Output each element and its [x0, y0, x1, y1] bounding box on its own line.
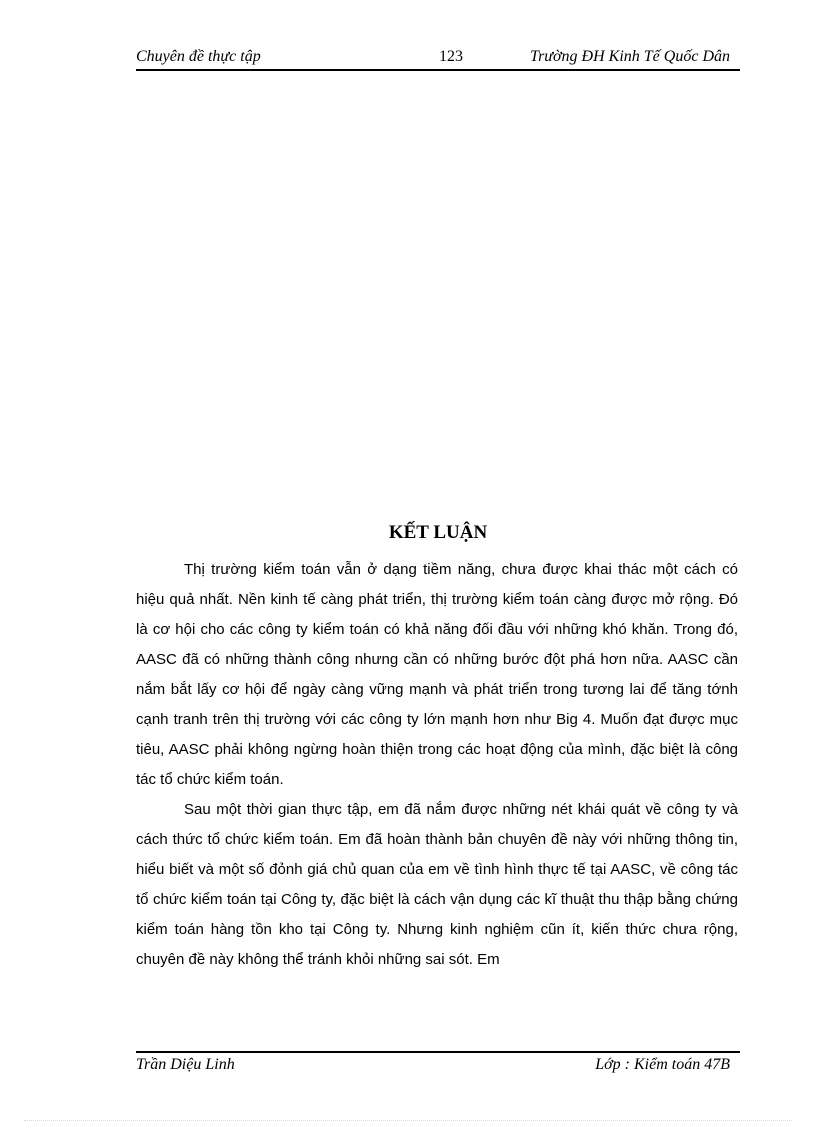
page-header: [136, 46, 740, 68]
header-page-number: 123: [439, 48, 463, 65]
footer-divider: [136, 1051, 740, 1053]
header-university: Trường ĐH Kinh Tế Quốc Dân: [530, 48, 730, 65]
header-document-type: Chuyên đề thực tập: [136, 48, 261, 65]
footer-class: Lớp : Kiểm toán 47B: [595, 1056, 730, 1073]
section-title: KẾT LUẬN: [388, 522, 488, 543]
body-text: [136, 555, 738, 975]
paragraph: Thị trường kiểm toán vẫn ở dạng tiềm năng, chưa được khai thác một cách có hiệu quả nhất. Nền kinh tế càng phát triển, thị trường kiểm toán càng được mở rộng. Đó là cơ hội cho các công ty kiểm toán có khả năng đối đầu với những khó khăn. Trong đó, AASC đã có những thành công nhưng cần có những bước đột phá hơn nữa. AASC cần nắm bắt lấy cơ hội để ngày càng vững mạnh và phát triển trong tương lai để tăng tớnh cạnh tranh trên thị trường với các công ty lớn mạnh hơn như Big 4. Muốn đạt được mục tiêu, AASC phải không ngừng hoàn thiện trong các hoạt động của mình, đặc biệt là công tác tổ chức kiểm toán.: [136, 561, 738, 788]
header-divider: [136, 69, 740, 71]
footer-author: Trần Diệu Linh: [136, 1056, 235, 1073]
paragraph: Sau một thời gian thực tập, em đã nắm được những nét khái quát về công ty và cách thức tổ chức kiểm toán. Em đã hoàn thành bản chuyên đề này với những thông tin, hiểu biết và một số đỏnh giá chủ quan của em về tình hình thực tế tại AASC, về công tác tổ chức kiểm toán tại Công ty, đặc biệt là cách vận dụng các kĩ thuật thu thập bằng chứng kiểm toán hàng tồn kho tại Công ty. Nhưng kinh nghiệm cũn ít, kiến thức chưa rộng, chuyên đề này không thể tránh khỏi những sai sót. Em: [136, 801, 738, 968]
page-edge: [24, 1120, 792, 1121]
page-footer: [136, 1056, 740, 1078]
